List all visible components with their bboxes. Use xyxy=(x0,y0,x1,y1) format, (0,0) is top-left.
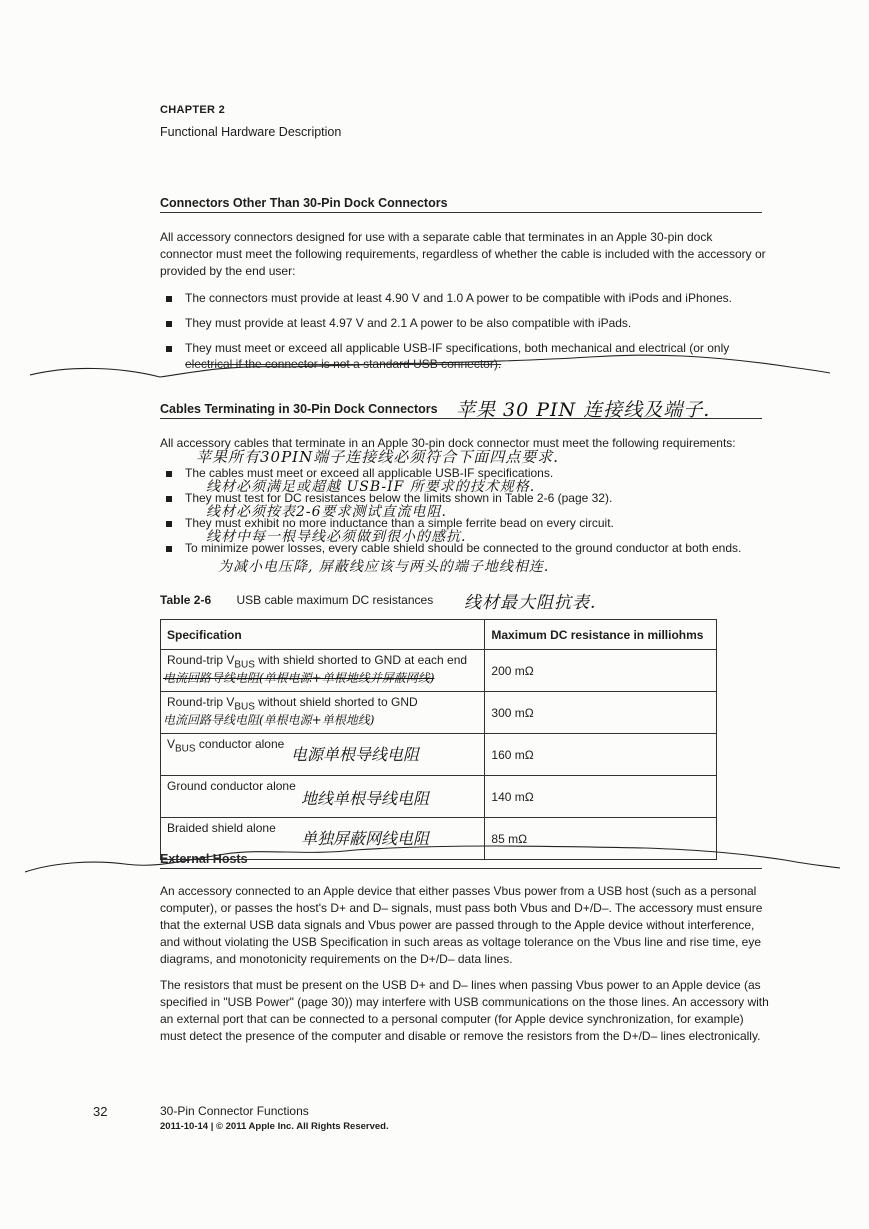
heading-rule xyxy=(160,212,762,213)
list-item: They must provide at least 4.97 V and 2.1 A power to be also compatible with iPads. xyxy=(160,316,772,341)
list-item: The connectors must provide at least 4.90 V and 1.0 A power to be compatible with iPods and iPhones. xyxy=(160,291,772,316)
handwritten-row-note: 电流回路导线电阻(单根电源+单根地线并屏蔽网线) xyxy=(163,671,435,685)
section-heading-cables: Cables Terminating in 30-Pin Dock Connectors xyxy=(160,402,438,416)
section-heading-external-hosts: External Hosts xyxy=(160,852,248,866)
table-header-resistance: Maximum DC resistance in milliohms xyxy=(485,620,717,650)
value-cell: 200 mΩ xyxy=(485,650,717,692)
list-item: They must test for DC resistances below the limits shown in Table 2-6 (page 32). xyxy=(160,491,772,516)
table-header-row xyxy=(161,620,717,650)
handwritten-row-note: 地线单根导线电阻 xyxy=(301,789,430,808)
handdrawn-strike-line xyxy=(30,345,830,385)
table-row xyxy=(161,776,717,818)
handwritten-heading-note: 苹果 30 PIN 连接线及端子. xyxy=(456,399,711,421)
handwritten-row-note: 电源单根导线电阻 xyxy=(291,745,420,764)
table-caption xyxy=(160,593,433,607)
handwritten-bullet-note: 线材必须满足或超越 USB-IF 所要求的技术规格. xyxy=(206,479,536,495)
value-cell: 85 mΩ xyxy=(485,818,717,860)
value-cell: 300 mΩ xyxy=(485,692,717,734)
struck-text: electrical if the connector is not a standard USB connector). xyxy=(185,357,502,371)
handwritten-bullet-note: 为减小电压降, 屏蔽线应该与两头的端子地线相连. xyxy=(218,559,550,575)
list-item: They must meet or exceed all applicable USB-IF specifications, both mechanical and electrical (or only xyxy=(160,341,772,358)
table-caption-number: Table 2-6 xyxy=(160,593,212,607)
table-row xyxy=(161,692,717,734)
footer-copyright: 2011-10-14 | © 2011 Apple Inc. All Rights Reserved. xyxy=(160,1121,389,1132)
handwritten-row-note: 电流回路导线电阻(单根电源+单根地线) xyxy=(163,713,375,727)
footer-doc-title: 30-Pin Connector Functions xyxy=(160,1104,309,1118)
handwritten-caption-note: 线材最大阻抗表. xyxy=(464,593,597,613)
section-heading-connectors: Connectors Other Than 30-Pin Dock Connectors xyxy=(160,196,448,210)
page-number: 32 xyxy=(93,1104,108,1119)
spec-cell: Ground conductor alone 地线单根导线电阻 xyxy=(161,776,485,818)
handwritten-intro-note: 苹果所有30PIN端子连接线必须符合下面四点要求. xyxy=(196,448,560,466)
resistance-table xyxy=(160,619,717,860)
hosts-paragraph-2: The resistors that must be present on the USB D+ and D– lines when passing Vbus power to an Apple device (as specified in "USB Power" (page 30)) may interfere with USB communications on the those lines. An accessory with an external port that can be connected to a personal computer (for Apple device synchronization, for example) must detect the presence of the computer and disable or remove the resistors from the D+/D– lines electronically. xyxy=(160,978,769,1043)
handwritten-row-note: 单独屏蔽网线电阻 xyxy=(301,829,430,848)
table-row xyxy=(161,734,717,776)
table-header-spec: Specification xyxy=(161,620,485,650)
heading-rule xyxy=(160,868,762,869)
spec-cell: Round-trip $V_{BUS}$ without shield shorted to GND 电流回路导线电阻(单根电源+单根地线) xyxy=(161,692,485,734)
chapter-label: CHAPTER 2 xyxy=(160,104,226,116)
chapter-title: Functional Hardware Description xyxy=(160,125,342,139)
spec-cell: $V_{BUS}$ conductor alone 电源单根导线电阻 xyxy=(161,734,485,776)
value-cell: 140 mΩ xyxy=(485,776,717,818)
spec-cell: Braided shield alone 单独屏蔽网线电阻 xyxy=(161,818,485,860)
table-row xyxy=(161,650,717,692)
spec-cell: Round-trip $V_{BUS}$ with shield shorted to GND at each end 电流回路导线电阻(单根电源+单根地线并屏蔽网线) xyxy=(161,650,485,692)
value-cell: 160 mΩ xyxy=(485,734,717,776)
handwritten-bullet-note: 线材必须按表2-6要求测试直流电阻. xyxy=(206,504,447,520)
list-item: The cables must meet or exceed all applicable USB-IF specifications. xyxy=(160,466,772,491)
table-caption-text: USB cable maximum DC resistances xyxy=(236,593,434,607)
cables-intro: All accessory cables that terminate in an Apple 30-pin dock connector must meet the following requirements: xyxy=(160,436,736,450)
hosts-paragraph-1: An accessory connected to an Apple device that either passes Vbus power from a USB host (such as a personal computer), or passes the host's D+ and D– signals, must pass both Vbus and D+/D–. The accessory must ensure that the external USB data signals and Vbus power are passed through to the Apple device without interference, and without violating the USB Specification in such areas as voltage tolerance on the Vbus line and rise time, eye diagrams, and monotonicity requirements on the D+/D– data lines. xyxy=(160,884,763,966)
handwritten-bullet-note: 线材中每一根导线必须做到很小的感抗. xyxy=(206,529,467,545)
list-item: They must exhibit no more inductance than a simple ferrite bead on every circuit. xyxy=(160,516,772,541)
connectors-intro: All accessory connectors designed for use with a separate cable that terminates in an Apple 30-pin dock connector must meet the following requirements, regardless of whether the cable is included with the accessory or provided by the end user: xyxy=(160,230,766,278)
heading-rule xyxy=(160,418,762,419)
list-item: To minimize power losses, every cable shield should be connected to the ground conductor at both ends. xyxy=(160,541,772,575)
handdrawn-strike-line xyxy=(25,840,840,880)
